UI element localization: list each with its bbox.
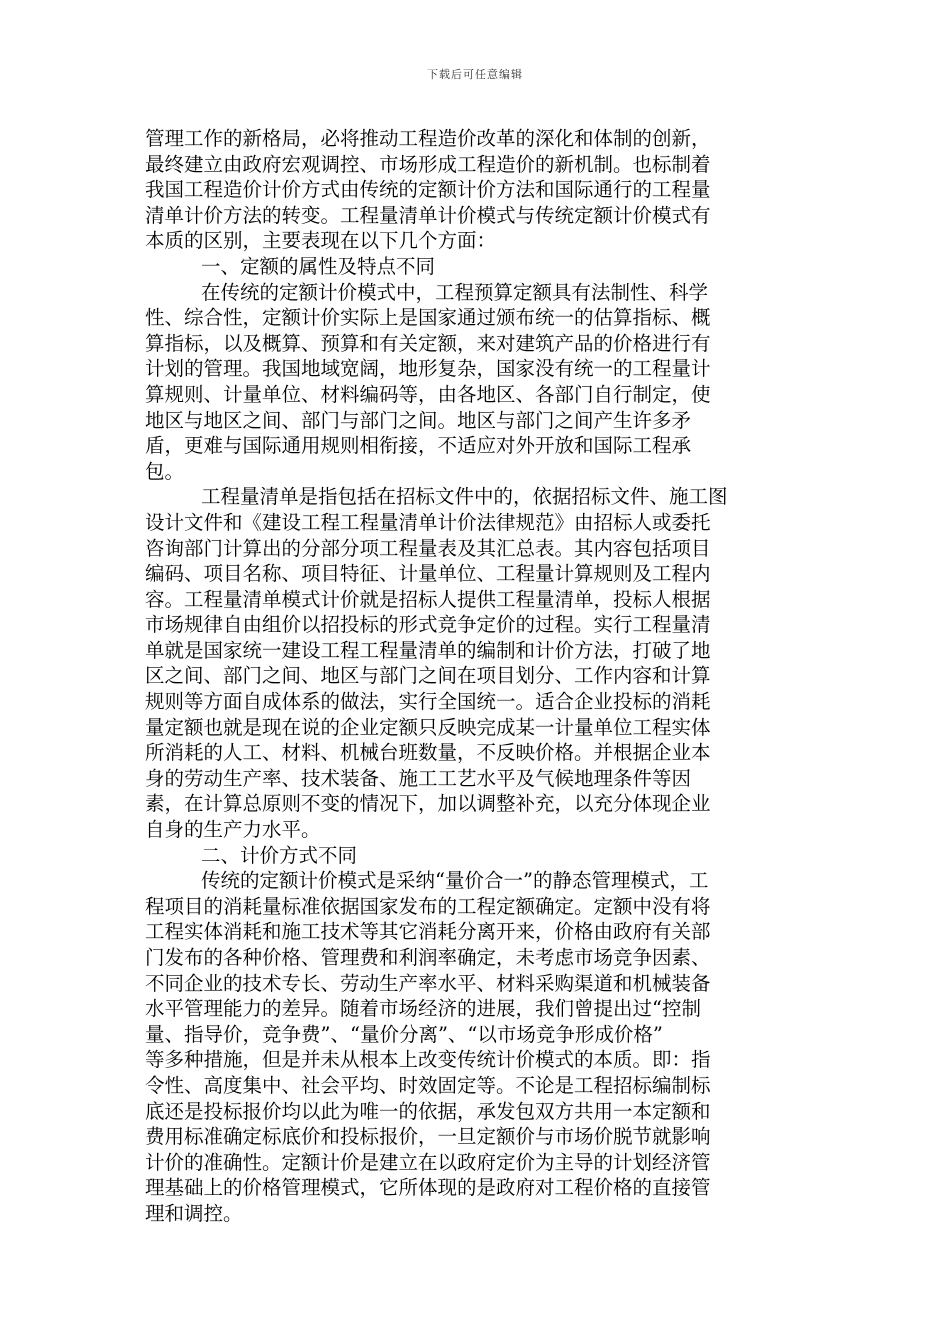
- text-line: 性、综合性，定额计价实际上是国家通过颁布统一的估算指标、概: [145, 306, 711, 330]
- text-line: 身的劳动生产率、技术装备、施工工艺水平及气候地理条件等因: [145, 766, 692, 790]
- text-line: 编码、项目名称、项目特征、计量单位、工程量计算规则及工程内: [145, 562, 711, 586]
- text-line: 素，在计算总原则不变的情况下，加以调整补充，以充分体现企业: [145, 792, 711, 816]
- text-line: 门发布的各种价格、管理费和利润率确定，未考虑市场竞争因素、: [145, 946, 711, 969]
- text-line: 地区与地区之间、部门与部门之间。地区与部门之间产生许多矛: [145, 408, 692, 432]
- text-line: 理和调控。: [145, 1201, 243, 1225]
- text-line: 令性、高度集中、社会平均、时效固定等。不论是工程招标编制标: [145, 1073, 711, 1097]
- text-line: 传统的定额计价模式是采纳“量价合一”的静态管理模式，工: [201, 869, 709, 893]
- text-line: 量、指导价，竞争费”、“量价分离”、“以市场竞争形成价格”: [145, 1022, 663, 1046]
- text-line: 费用标准确定标底价和投标报价，一旦定额价与市场价脱节就影响: [145, 1125, 711, 1149]
- text-line: 管理工作的新格局，必将推动工程造价改革的深化和体制的创新，: [145, 127, 711, 150]
- text-line: 我国工程造价计价方式由传统的定额计价方法和国际通行的工程量: [145, 178, 711, 202]
- text-line: 计价的准确性。定额计价是建立在以政府定价为主导的计划经济管: [145, 1150, 711, 1174]
- page-header: 下载后可任意编辑: [427, 68, 523, 81]
- text-line: 工程实体消耗和施工技术等其它消耗分离开来，价格由政府有关部: [145, 920, 711, 944]
- text-line: 理基础上的价格管理模式，它所体现的是政府对工程价格的直接管: [145, 1176, 711, 1200]
- text-line: 规则等方面自成体系的做法，实行全国统一。适合企业投标的消耗: [145, 690, 711, 714]
- text-line: 在传统的定额计价模式中，工程预算定额具有法制性、科学: [201, 280, 709, 304]
- text-line: 自身的生产力水平。: [145, 818, 321, 842]
- text-line: 工程量清单是指包括在招标文件中的，依据招标文件、施工图: [201, 485, 728, 509]
- text-line: 设计文件和《建设工程工程量清单计价法律规范》由招标人或委托: [145, 510, 711, 534]
- text-line: 算指标，以及概算、预算和有关定额，来对建筑产品的价格进行有: [145, 331, 711, 355]
- document-body: [145, 126, 817, 1227]
- text-line: 包。: [145, 459, 185, 483]
- text-line: 本质的区别，主要表现在以下几个方面：: [145, 229, 497, 253]
- text-line: 底还是投标报价均以此为唯一的依据，承发包双方共用一本定额和: [145, 1099, 711, 1123]
- text-line: 容。工程量清单模式计价就是招标人提供工程量清单，投标人根据: [145, 587, 711, 611]
- text-line: 程项目的消耗量标准依据国家发布的工程定额确定。定额中没有将: [145, 894, 711, 918]
- text-line: 盾，更难与国际通用规则相衔接，不适应对外开放和国际工程承: [145, 434, 692, 458]
- text-line: 区之间、部门之间、地区与部门之间在项目划分、工作内容和计算: [145, 664, 711, 688]
- text-line: 量定额也就是现在说的企业定额只反映完成某一计量单位工程实体: [145, 715, 711, 739]
- text-line: 清单计价方法的转变。工程量清单计价模式与传统定额计价模式有: [145, 203, 711, 227]
- text-line: 算规则、计量单位、材料编码等，由各地区、各部门自行制定，使: [145, 382, 711, 406]
- text-line: 一、定额的属性及特点不同: [201, 254, 436, 278]
- text-line: 二、计价方式不同: [201, 843, 358, 867]
- text-line: 咨询部门计算出的分部分项工程量表及其汇总表。其内容包括项目: [145, 536, 711, 560]
- text-line: 不同企业的技术专长、劳动生产率水平、材料采购渠道和机械装备: [145, 971, 711, 995]
- text-line: 等多种措施，但是并未从根本上改变传统计价模式的本质。即：指: [145, 1048, 711, 1072]
- text-line: 所消耗的人工、材料、机械台班数量，不反映价格。并根据企业本: [145, 741, 711, 765]
- text-line: 单就是国家统一建设工程工程量清单的编制和计价方法，打破了地: [145, 638, 711, 662]
- text-line: 计划的管理。我国地域宽阔，地形复杂，国家没有统一的工程量计: [145, 357, 711, 381]
- text-line: 最终建立由政府宏观调控、市场形成工程造价的新机制。也标制着: [145, 152, 711, 176]
- text-line: 水平管理能力的差异。随着市场经济的进展，我们曾提出过“控制: [145, 997, 701, 1021]
- text-line: 市场规律自由组价以招投标的形式竞争定价的过程。实行工程量清: [145, 613, 711, 637]
